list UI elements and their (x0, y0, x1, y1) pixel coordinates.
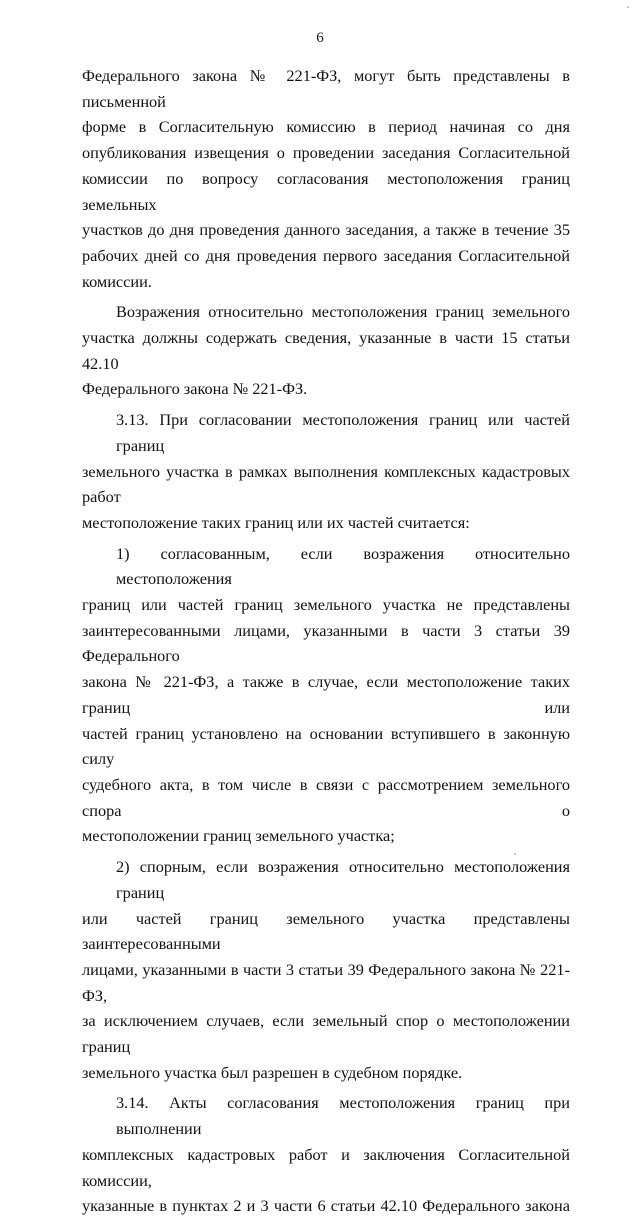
text-line: 3.14. Акты согласования местоположения границ при выполнении (116, 1093, 570, 1139)
text-line: частей границ установлено на основании вступившего в законную силу (82, 723, 570, 769)
document-body (82, 63, 570, 1219)
scan-speck (627, 6, 629, 8)
paragraph-objections (82, 299, 570, 402)
text-line: или частей границ земельного участка представлены заинтересованными (82, 908, 570, 954)
text-line: опубликования извещения о проведении заседания Согласительной (82, 143, 570, 163)
text-line: форме в Согласительную комиссию в период начиная со дня (82, 117, 570, 137)
text-line: 3.13. При согласовании местоположения границ или частей границ (116, 410, 570, 455)
paragraph-continuation (82, 63, 570, 294)
text-line: указанные в пунктах 2 и 3 части 6 статьи 42.10 Федерального закона (82, 1196, 570, 1216)
text-line: комиссии. (82, 271, 152, 291)
text-line: Федерального закона № 221-ФЗ, могут быть представлены в письменной (82, 66, 570, 111)
text-line: комплексных кадастровых работ и заключения Согласительной комиссии, (82, 1144, 570, 1190)
text-line: местоположении границ земельного участка; (82, 826, 395, 846)
page-number: 6 (316, 30, 324, 46)
paragraph-item-1 (82, 541, 570, 849)
text-line: судебного акта, в том числе в связи с рассмотрением земельного спора о (82, 774, 570, 820)
text-line: за исключением случаев, если земельный спор о местоположении границ (82, 1011, 570, 1057)
scan-speck (514, 853, 516, 855)
text-line: закона № 221-ФЗ, а также в случае, если местоположение таких границ или (82, 672, 570, 717)
paragraph-clause-3-14 (82, 1090, 570, 1219)
text-line: Федерального закона № 221-ФЗ. (82, 379, 308, 399)
text-line: участков до дня проведения данного заседания, а также в течение 35 (82, 220, 570, 240)
text-line: Возражения относительно местоположения границ земельного (116, 302, 570, 322)
paragraph-item-2 (82, 854, 570, 1085)
text-line: комиссии по вопросу согласования местоположения границ земельных (82, 168, 570, 214)
text-line: рабочих дней со дня проведения первого заседания Согласительной (82, 245, 570, 265)
paragraph-clause-3-13 (82, 407, 570, 536)
text-line: 2) спорным, если возражения относительно местоположения границ (116, 857, 570, 902)
text-line: границ или частей границ земельного участка не представлены (82, 595, 570, 615)
text-line: 1) согласованным, если возражения относительно местоположения (116, 543, 570, 589)
text-line: земельного участка был разрешен в судебном порядке. (82, 1062, 463, 1082)
text-line: участка должны содержать сведения, указанные в части 15 статьи 42.10 (82, 328, 570, 373)
text-line: заинтересованными лицами, указанными в части 3 статьи 39 Федерального (82, 620, 570, 666)
text-line: лицами, указанными в части 3 статьи 39 Федерального закона № 221-ФЗ, (82, 959, 570, 1005)
text-line: земельного участка в рамках выполнения комплексных кадастровых работ (82, 461, 570, 507)
text-line: местоположение таких границ или их частей считается: (82, 512, 470, 532)
